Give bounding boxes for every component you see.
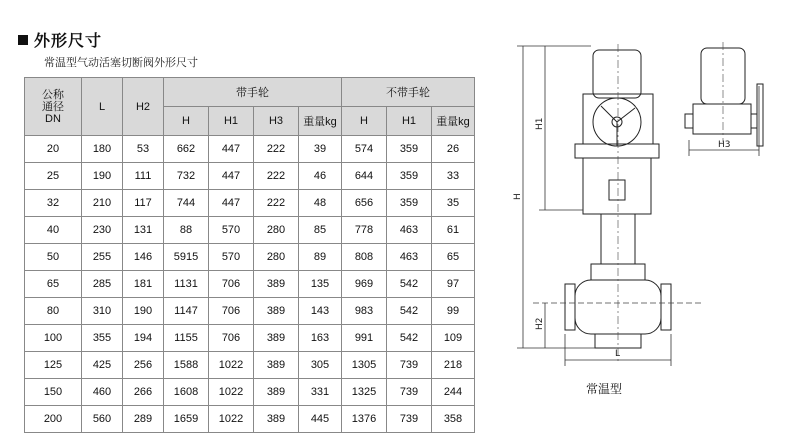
table-cell: 739 (387, 379, 432, 406)
table-cell: 26 (432, 136, 475, 163)
table-cell: 425 (82, 352, 123, 379)
table-cell: 460 (82, 379, 123, 406)
table-cell: 560 (82, 406, 123, 433)
section-title-text: 外形尺寸 (34, 31, 103, 50)
table-cell: 135 (299, 271, 342, 298)
table-cell: 1022 (209, 406, 254, 433)
table-cell: 355 (82, 325, 123, 352)
table-cell: 280 (254, 244, 299, 271)
table-cell: 150 (25, 379, 82, 406)
table-cell: 280 (254, 217, 299, 244)
table-cell: 644 (342, 163, 387, 190)
header-with-h: H (164, 107, 209, 136)
table-cell: 200 (25, 406, 82, 433)
table-cell: 210 (82, 190, 123, 217)
table-cell: 808 (342, 244, 387, 271)
table-cell: 85 (299, 217, 342, 244)
header-group-with-handwheel: 带手轮 (164, 78, 342, 107)
table-cell: 266 (123, 379, 164, 406)
table-cell: 33 (432, 163, 475, 190)
table-cell: 732 (164, 163, 209, 190)
side-left-boss (685, 114, 693, 128)
table-cell: 255 (82, 244, 123, 271)
table-cell: 969 (342, 271, 387, 298)
right-flange (661, 284, 671, 330)
table-cell: 447 (209, 163, 254, 190)
table-cell: 389 (254, 298, 299, 325)
dim-label-h3: H3 (718, 140, 731, 150)
actuator-cylinder (593, 50, 641, 98)
table-cell: 331 (299, 379, 342, 406)
table-cell: 1376 (342, 406, 387, 433)
table-cell: 1022 (209, 379, 254, 406)
table-cell: 570 (209, 244, 254, 271)
table-cell: 1608 (164, 379, 209, 406)
table-cell: 100 (25, 325, 82, 352)
header-without-h1: H1 (387, 107, 432, 136)
table-cell: 359 (387, 136, 432, 163)
side-view (685, 42, 763, 146)
dim-label-l: L (615, 349, 621, 359)
table-cell: 65 (432, 244, 475, 271)
table-cell: 570 (209, 217, 254, 244)
table-cell: 574 (342, 136, 387, 163)
table-cell: 542 (387, 298, 432, 325)
table-cell: 222 (254, 136, 299, 163)
table-cell: 739 (387, 352, 432, 379)
table-cell: 46 (299, 163, 342, 190)
table-cell: 97 (432, 271, 475, 298)
table-cell: 230 (82, 217, 123, 244)
table-cell: 218 (432, 352, 475, 379)
header-h2: H2 (123, 78, 164, 136)
table-cell: 1147 (164, 298, 209, 325)
table-subtitle: 常温型气动活塞切断阀外形尺寸 (44, 56, 198, 69)
drawing-caption: 常温型 (586, 382, 623, 396)
table-cell: 89 (299, 244, 342, 271)
table-cell: 983 (342, 298, 387, 325)
table-cell: 194 (123, 325, 164, 352)
header-without-h: H (342, 107, 387, 136)
table-cell: 1305 (342, 352, 387, 379)
table-cell: 739 (387, 406, 432, 433)
table-cell: 146 (123, 244, 164, 271)
header-with-h3: H3 (254, 107, 299, 136)
header-l: L (82, 78, 123, 136)
table-cell: 190 (123, 298, 164, 325)
table-cell: 25 (25, 163, 82, 190)
table-cell: 463 (387, 217, 432, 244)
header-dn-line-1: 公称 (42, 88, 64, 101)
table-cell: 359 (387, 190, 432, 217)
header-group-without-handwheel: 不带手轮 (342, 78, 475, 107)
dim-label-h2: H2 (535, 317, 545, 330)
table-cell: 656 (342, 190, 387, 217)
table-cell: 256 (123, 352, 164, 379)
table-row (25, 217, 475, 244)
valve-outline-drawing (505, 30, 795, 410)
table-cell: 778 (342, 217, 387, 244)
table-cell: 143 (299, 298, 342, 325)
table-cell: 39 (299, 136, 342, 163)
table-cell: 53 (123, 136, 164, 163)
table-cell: 542 (387, 271, 432, 298)
dimension-table (24, 77, 475, 433)
header-without-weight: 重量kg (432, 107, 475, 136)
table-row (25, 271, 475, 298)
left-flange (565, 284, 575, 330)
yoke-frame (583, 158, 651, 214)
table-cell: 389 (254, 406, 299, 433)
table-cell: 40 (25, 217, 82, 244)
table-cell: 111 (123, 163, 164, 190)
table-row (25, 406, 475, 433)
table-cell: 32 (25, 190, 82, 217)
table-body (25, 136, 475, 433)
table-cell: 1325 (342, 379, 387, 406)
table-cell: 289 (123, 406, 164, 433)
table-cell: 305 (299, 352, 342, 379)
table-cell: 1022 (209, 352, 254, 379)
table-cell: 244 (432, 379, 475, 406)
table-cell: 5915 (164, 244, 209, 271)
table-cell: 61 (432, 217, 475, 244)
table-row (25, 298, 475, 325)
header-dn-line-2: 通径 (42, 100, 64, 113)
table-cell: 463 (387, 244, 432, 271)
table-cell: 35 (432, 190, 475, 217)
table-cell: 125 (25, 352, 82, 379)
table-cell: 389 (254, 271, 299, 298)
table-cell: 163 (299, 325, 342, 352)
table-cell: 180 (82, 136, 123, 163)
table-cell: 48 (299, 190, 342, 217)
table-row (25, 379, 475, 406)
table-cell: 1155 (164, 325, 209, 352)
side-gear-box (693, 104, 751, 134)
table-cell: 222 (254, 190, 299, 217)
table-row (25, 190, 475, 217)
table-cell: 359 (387, 163, 432, 190)
table-row (25, 244, 475, 271)
table-cell: 190 (82, 163, 123, 190)
table-cell: 117 (123, 190, 164, 217)
table-cell: 285 (82, 271, 123, 298)
table-cell: 744 (164, 190, 209, 217)
table-cell: 1659 (164, 406, 209, 433)
header-with-weight: 重量kg (299, 107, 342, 136)
section-title (18, 28, 102, 51)
table-cell: 1588 (164, 352, 209, 379)
table-cell: 358 (432, 406, 475, 433)
table-cell: 80 (25, 298, 82, 325)
table-cell: 1131 (164, 271, 209, 298)
table-cell: 991 (342, 325, 387, 352)
header-dn (25, 78, 82, 136)
table-row (25, 352, 475, 379)
table-cell: 50 (25, 244, 82, 271)
table-cell: 706 (209, 298, 254, 325)
table-cell: 109 (432, 325, 475, 352)
table-row (25, 325, 475, 352)
table-cell: 222 (254, 163, 299, 190)
table-cell: 389 (254, 379, 299, 406)
header-dn-line-3: DN (45, 112, 61, 125)
table-cell: 88 (164, 217, 209, 244)
table-cell: 389 (254, 325, 299, 352)
table-cell: 181 (123, 271, 164, 298)
table-cell: 662 (164, 136, 209, 163)
table-cell: 447 (209, 190, 254, 217)
table-cell: 310 (82, 298, 123, 325)
header-with-h1: H1 (209, 107, 254, 136)
dim-label-h: H (513, 193, 523, 200)
side-shaft (751, 114, 757, 128)
table-cell: 706 (209, 325, 254, 352)
table-cell: 542 (387, 325, 432, 352)
table-cell: 706 (209, 271, 254, 298)
table-cell: 20 (25, 136, 82, 163)
table-cell: 389 (254, 352, 299, 379)
square-bullet-icon (18, 35, 28, 45)
stem-indicator (609, 180, 625, 200)
table-cell: 99 (432, 298, 475, 325)
dim-label-h1: H1 (535, 117, 545, 130)
table-row (25, 163, 475, 190)
table-cell: 65 (25, 271, 82, 298)
table-row (25, 136, 475, 163)
table-cell: 131 (123, 217, 164, 244)
table-cell: 445 (299, 406, 342, 433)
side-handwheel-rim (757, 84, 763, 146)
table-cell: 447 (209, 136, 254, 163)
